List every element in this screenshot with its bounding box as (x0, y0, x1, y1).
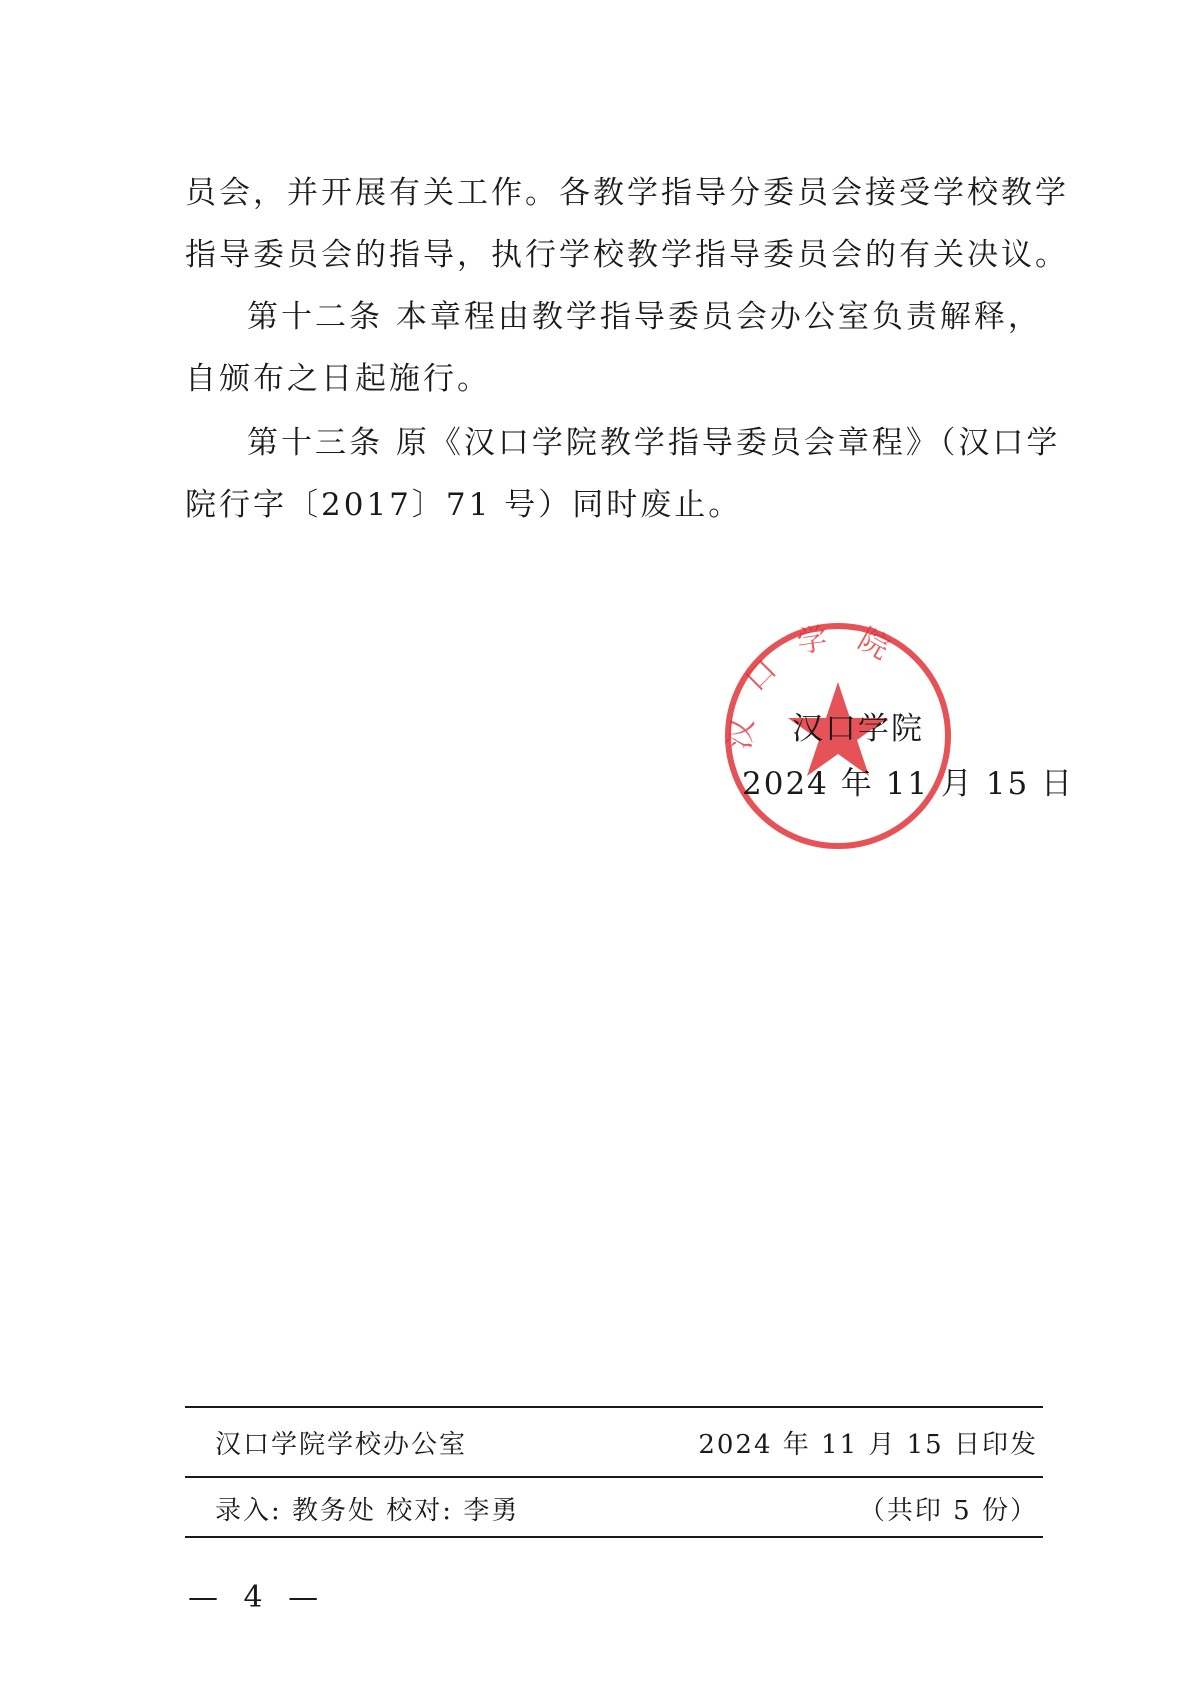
article-thirteen (185, 412, 1061, 536)
page-number: — 4 — (188, 1580, 327, 1615)
paragraph-line: 院行字〔2017〕71 号）同时废止。 (185, 487, 743, 523)
paragraph-committee-work (185, 162, 1069, 286)
footer-entry-proofread: 录入: 教务处 校对: 李勇 (215, 1496, 520, 1526)
article-twelve (185, 286, 1042, 410)
paragraph-line: 自颁布之日起施行。 (185, 361, 491, 397)
footer-divider (185, 1406, 1043, 1408)
signature-date: 2024 年 11 月 15 日 (742, 766, 1075, 802)
footer-divider (185, 1476, 1043, 1478)
paragraph-line: 第十三条 原《汉口学院教学指导委员会章程》（汉口学 (247, 425, 1061, 461)
paragraph-line: 员会，并开展有关工作。各教学指导分委员会接受学校教学 (185, 175, 1069, 211)
footer-issue-date: 2024 年 11 月 15 日印发 (698, 1430, 1038, 1460)
signature-organization: 汉口学院 (792, 711, 924, 747)
footer-issuer: 汉口学院学校办公室 (215, 1430, 468, 1460)
footer-divider (185, 1536, 1043, 1538)
paragraph-line: 第十二条 本章程由教学指导委员会办公室负责解释， (247, 299, 1042, 335)
footer-copies: （共印 5 份） (858, 1496, 1038, 1526)
paragraph-line: 指导委员会的指导，执行学校教学指导委员会的有关决议。 (185, 237, 1069, 273)
svg-text:汉口学院: 汉口学院 (722, 620, 919, 752)
